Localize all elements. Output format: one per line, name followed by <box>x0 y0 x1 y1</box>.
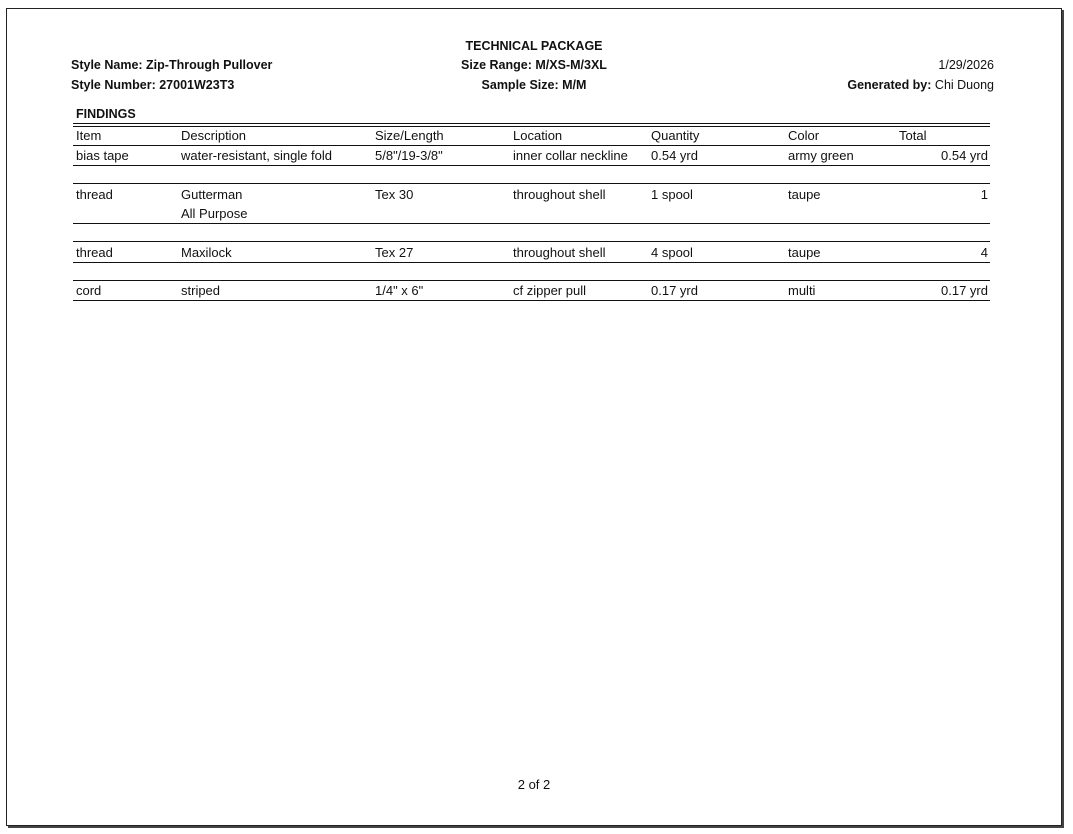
cell-item: thread <box>76 245 113 260</box>
sample-size-value: M/M <box>562 78 587 92</box>
page-number: 2 of 2 <box>517 777 551 792</box>
cell-total: 4 <box>980 245 988 260</box>
table-bottom-rule <box>73 300 990 301</box>
cell-item: bias tape <box>76 148 129 163</box>
sample-size-label: Sample Size: <box>481 78 559 92</box>
style-number-value: 27001W23T3 <box>159 78 235 92</box>
cell-total: 0.17 yrd <box>941 283 988 298</box>
cell-item: thread <box>76 187 113 202</box>
cell-quantity: 0.54 yrd <box>651 148 698 163</box>
cell-color: taupe <box>788 245 821 260</box>
cell-total: 1 <box>980 187 988 202</box>
cell-color: multi <box>788 283 816 298</box>
table-row <box>73 187 990 205</box>
cell-location: throughout shell <box>513 245 606 260</box>
column-header-item: Item <box>76 128 102 143</box>
row-divider <box>73 183 990 184</box>
column-header-location: Location <box>513 128 563 143</box>
table-top-rule <box>73 123 990 124</box>
cell-item: cord <box>76 283 102 298</box>
style-name-value: Zip-Through Pullover <box>146 58 273 72</box>
column-header-color: Color <box>788 128 820 143</box>
cell-size: Tex 27 <box>375 245 414 260</box>
cell-description: Maxilock <box>181 245 232 260</box>
row-divider <box>73 280 990 281</box>
table-row <box>73 245 990 263</box>
generated-by <box>847 78 994 92</box>
column-header-description: Description <box>181 128 247 143</box>
cell-total: 0.54 yrd <box>941 148 988 163</box>
row-divider <box>73 241 990 242</box>
cell-description: striped <box>181 283 221 298</box>
column-header-total: Total <box>899 128 927 143</box>
section-title-findings: FINDINGS <box>76 107 136 121</box>
cell-description-line2: All Purpose <box>181 206 248 221</box>
cell-color: army green <box>788 148 854 163</box>
table-top-rule-2 <box>73 126 990 127</box>
document-page <box>6 8 1062 826</box>
style-name-label: Style Name: <box>71 58 143 72</box>
table-row <box>73 283 990 301</box>
cell-location: throughout shell <box>513 187 606 202</box>
cell-description: water-resistant, single fold <box>181 148 333 163</box>
table-row-continuation <box>73 206 990 224</box>
cell-description: Gutterman <box>181 187 243 202</box>
cell-quantity: 1 spool <box>651 187 693 202</box>
size-range-value: M/XS-M/3XL <box>535 58 607 72</box>
cell-color: taupe <box>788 187 821 202</box>
row-divider <box>73 165 990 166</box>
size-range-label: Size Range: <box>461 58 532 72</box>
cell-quantity: 4 spool <box>651 245 693 260</box>
row-divider <box>73 223 990 224</box>
cell-quantity: 0.17 yrd <box>651 283 698 298</box>
document-title: TECHNICAL PACKAGE <box>465 39 603 53</box>
row-divider <box>73 262 990 263</box>
style-number-label: Style Number: <box>71 78 156 92</box>
table-row <box>73 148 990 166</box>
header-bottom-rule <box>73 145 990 146</box>
document-date: 1/29/2026 <box>938 58 994 72</box>
cell-size: Tex 30 <box>375 187 414 202</box>
cell-location: cf zipper pull <box>513 283 586 298</box>
cell-size: 5/8"/19-3/8" <box>375 148 443 163</box>
table-header-row <box>73 128 990 146</box>
column-header-size: Size/Length <box>375 128 444 143</box>
size-range <box>7 58 1061 72</box>
cell-location: inner collar neckline <box>513 148 628 163</box>
cell-size: 1/4" x 6" <box>375 283 424 298</box>
generated-by-label: Generated by: <box>847 78 932 92</box>
generated-by-value: Chi Duong <box>934 78 994 92</box>
column-header-quantity: Quantity <box>651 128 700 143</box>
